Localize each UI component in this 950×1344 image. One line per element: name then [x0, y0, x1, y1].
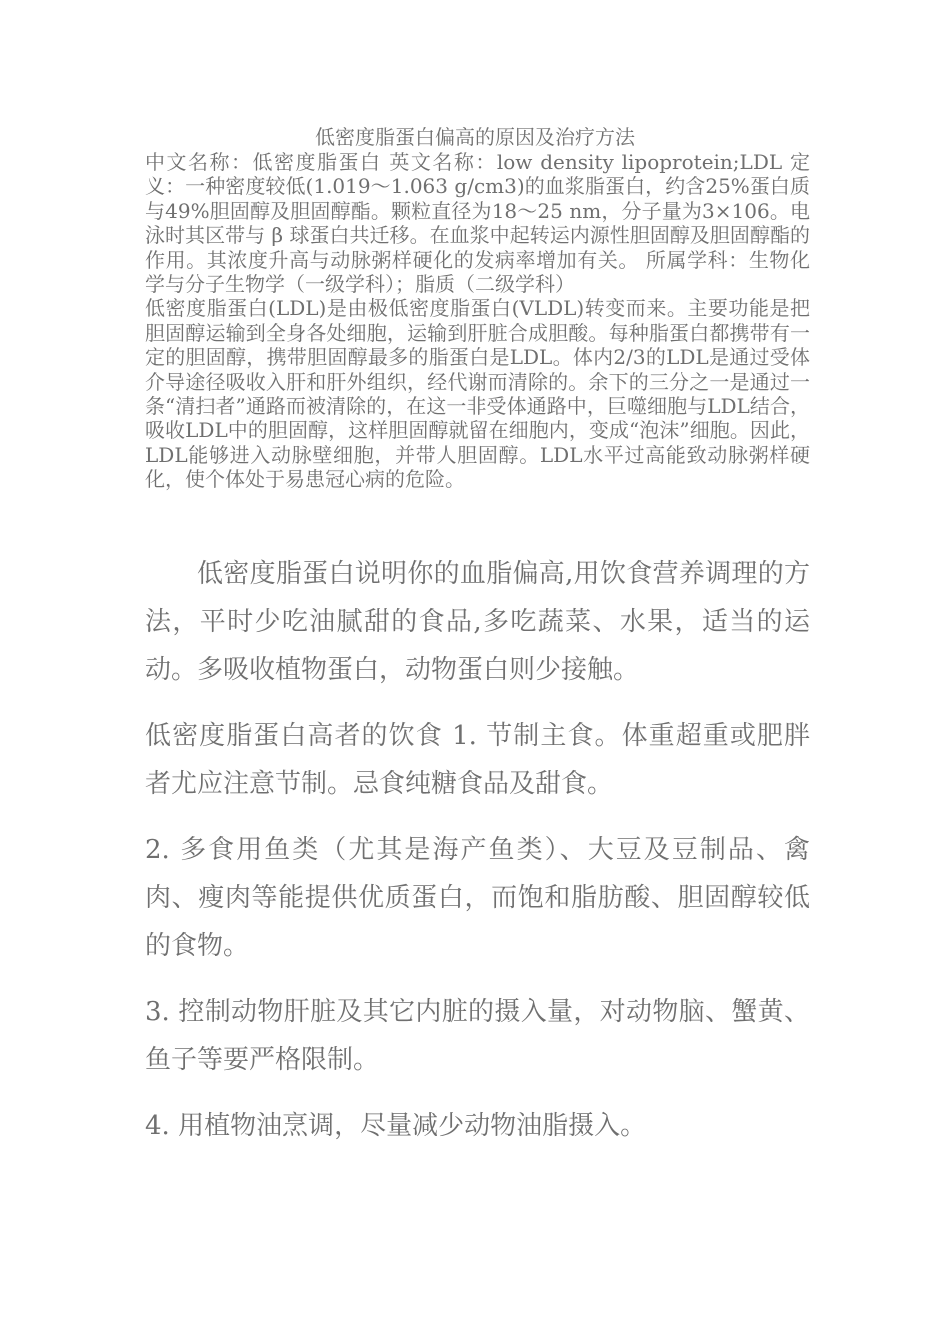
advice-paragraph: 低密度脂蛋白说明你的血脂偏高,用饮食营养调理的方法，平时少吃油腻甜的食品,多吃蔬菜、水果，适当的运动。多吸收植物蛋白，动物蛋白则少接触。	[145, 559, 810, 685]
diet-item-2: 2. 多食用鱼类（尤其是海产鱼类）、大豆及豆制品、禽肉、瘦肉等能提供优质蛋白，而饱和脂肪酸、胆固醇较低的食物。	[145, 835, 810, 961]
document-title: 低密度脂蛋白偏高的原因及治疗方法	[315, 125, 635, 149]
diet-item-4: 4. 用植物油烹调，尽量减少动物油脂摄入。	[145, 1111, 647, 1141]
diet-item-1: 低密度脂蛋白高者的饮食 1. 节制主食。体重超重或肥胖者尤应注意节制。忌食纯糖食品及甜食。	[145, 721, 810, 799]
intro-section	[145, 150, 810, 492]
diet-section	[145, 550, 810, 1168]
definition-paragraph: 中文名称：低密度脂蛋白 英文名称：low density lipoprotein;LDL 定义：一种密度较低(1.019～1.063 g/cm3)的血浆脂蛋白，约含25%蛋白质与49%胆固醇及胆固醇酯。颗粒直径为18～25 nm，分子量为3×106。电泳时其区带与 β 球蛋白共迁移。在血浆中起转运内源性胆固醇及胆固醇酯的作用。其浓度升高与动脉粥样硬化的发病率增加有关。 所属学科：生物化学与分子生物学（一级学科）；脂质（二级学科）	[145, 150, 810, 297]
function-paragraph: 低密度脂蛋白(LDL)是由极低密度脂蛋白(VLDL)转变而来。主要功能是把胆固醇运输到全身各处细胞，运输到肝脏合成胆酸。每种脂蛋白都携带有一定的胆固醇，携带胆固醇最多的脂蛋白是LDL。体内2/3的LDL是通过受体介导途径吸收入肝和肝外组织，经代谢而清除的。余下的三分之一是通过一条“清扫者”通路而被清除的，在这一非受体通路中，巨噬细胞与LDL结合，吸收LDL中的胆固醇，这样胆固醇就留在细胞内，变成“泡沫”细胞。因此，LDL能够进入动脉壁细胞，并带人胆固醇。LDL水平过高能致动脉粥样硬化，使个体处于易患冠心病的危险。	[145, 296, 810, 492]
diet-item-3: 3. 控制动物肝脏及其它内脏的摄入量，对动物脑、蟹黄、鱼子等要严格限制。	[145, 997, 810, 1075]
